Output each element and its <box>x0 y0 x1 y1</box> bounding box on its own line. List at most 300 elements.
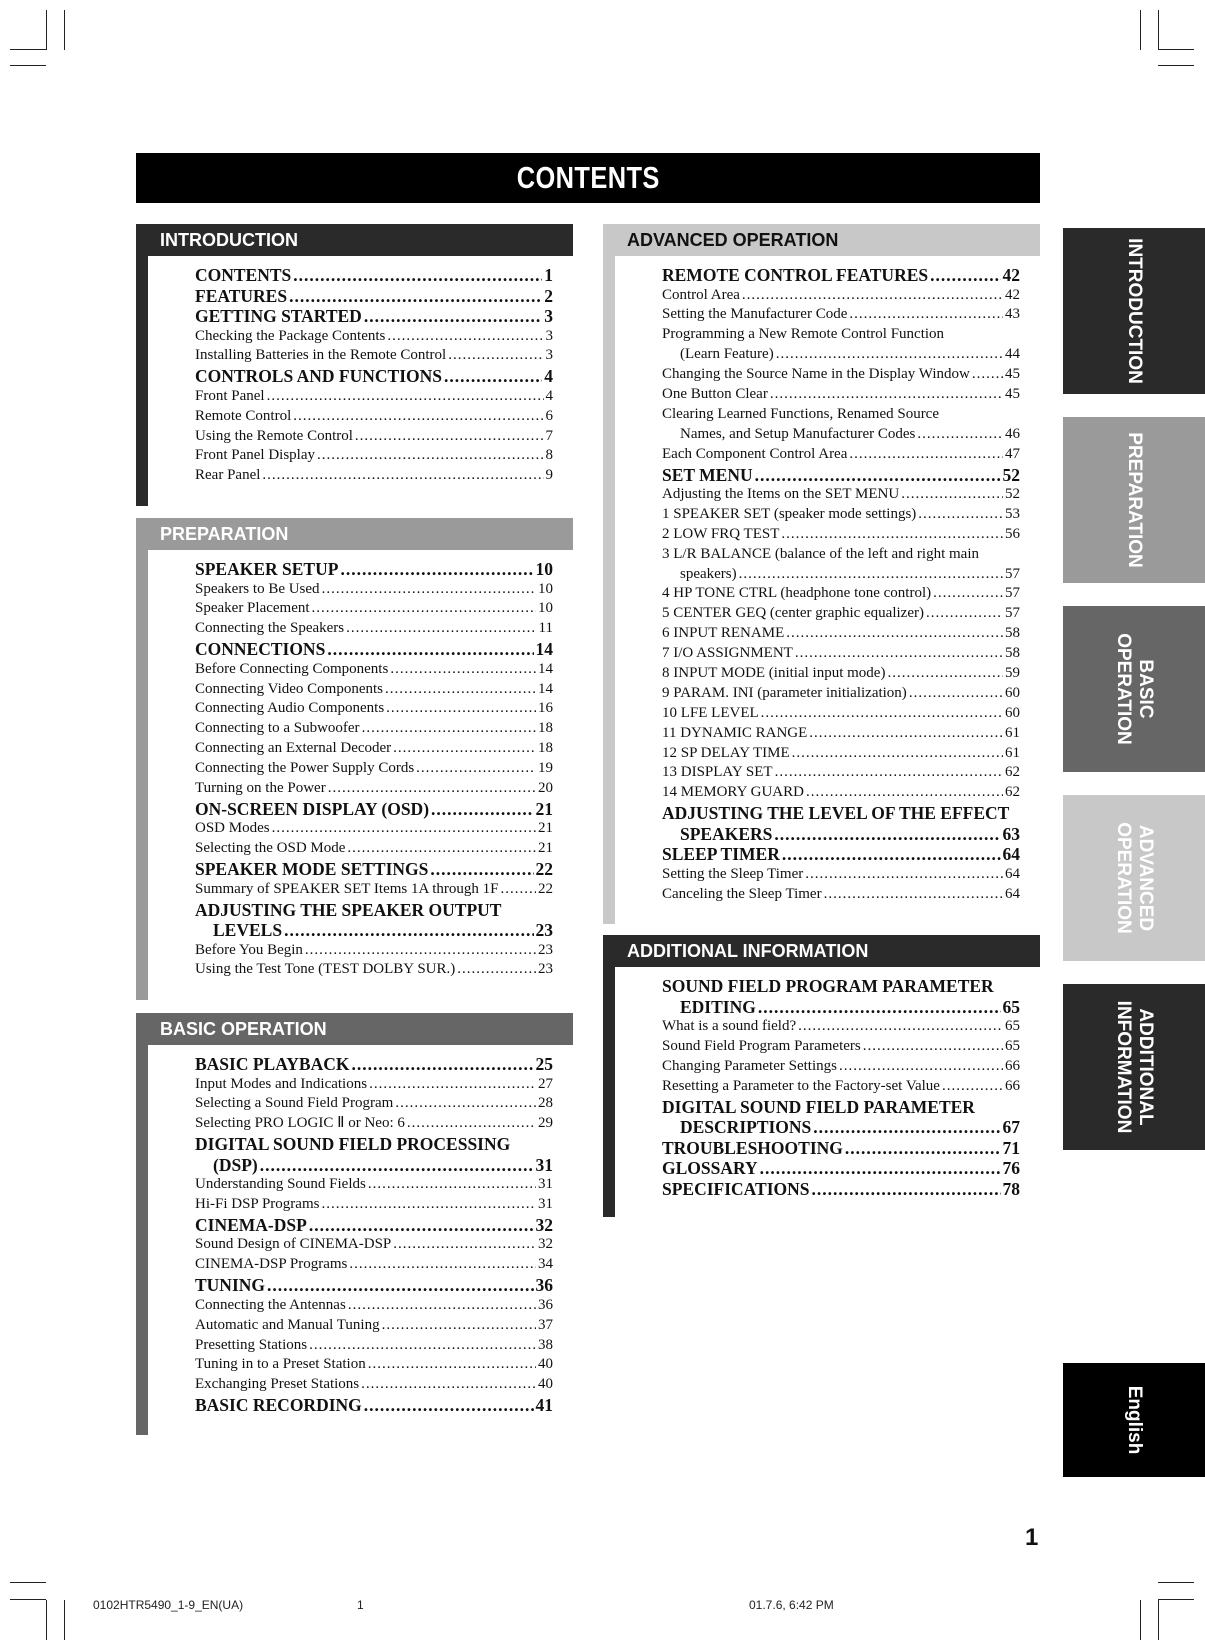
toc-entry[interactable] <box>195 306 553 327</box>
toc-entry-page: 61 <box>1005 724 1020 741</box>
toc-list-basic-operation <box>195 1054 553 1416</box>
toc-entry-page: 36 <box>535 1275 553 1296</box>
toc-entry-label: 10 LFE LEVEL <box>662 704 759 721</box>
toc-leader-dots <box>364 306 542 327</box>
toc-entry[interactable] <box>662 1097 1020 1118</box>
footer-page: 1 <box>357 1598 364 1612</box>
toc-entry-page: 60 <box>1005 704 1020 721</box>
page-number: 1 <box>1025 1524 1039 1551</box>
toc-entry[interactable] <box>195 680 553 700</box>
toc-entry-label: GLOSSARY <box>662 1158 758 1179</box>
toc-entry[interactable] <box>195 346 553 366</box>
section-sidebar <box>603 256 615 924</box>
toc-entry-label: Changing the Source Name in the Display Window <box>662 366 970 383</box>
section-title: ADVANCED OPERATION <box>627 230 839 250</box>
toc-entry-label: Canceling the Sleep Timer <box>662 885 822 902</box>
toc-entry-page: 65 <box>1002 996 1020 1017</box>
toc-entry[interactable] <box>662 1179 1020 1200</box>
toc-entry[interactable] <box>662 465 1020 486</box>
toc-entry[interactable] <box>195 580 553 600</box>
toc-entry-label: GETTING STARTED <box>195 306 362 326</box>
toc-entry-page: 4 <box>544 366 553 387</box>
toc-list-additional-information <box>662 976 1020 1199</box>
toc-entry[interactable] <box>195 859 553 880</box>
toc-entry[interactable] <box>662 1037 1020 1057</box>
toc-entry-label: DIGITAL SOUND FIELD PARAMETER <box>662 1096 975 1117</box>
toc-entry[interactable] <box>195 900 553 921</box>
toc-entry-page: 53 <box>1005 505 1020 522</box>
toc-entry-page: 27 <box>538 1075 553 1092</box>
toc-entry[interactable] <box>195 619 553 639</box>
toc-leader-dots <box>806 783 1003 803</box>
toc-entry[interactable] <box>195 599 553 619</box>
toc-entry-label: Turning on the Power <box>195 780 326 797</box>
toc-entry[interactable] <box>662 565 1020 585</box>
toc-entry-label: Connecting the Antennas <box>195 1296 346 1313</box>
toc-leader-dots <box>340 559 533 580</box>
toc-entry[interactable] <box>662 525 1020 545</box>
toc-entry-label: EDITING <box>680 996 756 1017</box>
toc-entry[interactable] <box>195 466 553 486</box>
toc-leader-dots <box>355 427 544 447</box>
toc-entry-page: 23 <box>538 961 553 978</box>
toc-entry[interactable] <box>662 644 1020 664</box>
toc-entry-label: Connecting Audio Components <box>195 700 385 717</box>
toc-leader-dots <box>758 997 1001 1018</box>
toc-leader-dots <box>448 346 543 366</box>
toc-entry[interactable] <box>195 1275 553 1296</box>
toc-leader-dots <box>782 844 1001 865</box>
toc-entry[interactable] <box>195 1094 553 1114</box>
toc-entry-page: 19 <box>538 760 553 777</box>
toc-entry[interactable] <box>195 1054 553 1075</box>
toc-entry-label: Speaker Placement <box>195 600 310 617</box>
toc-entry[interactable] <box>195 1375 553 1395</box>
toc-leader-dots <box>444 366 542 387</box>
toc-leader-dots <box>293 265 542 286</box>
side-tab-label: INFORMATION <box>1113 1000 1134 1134</box>
footer-filename: 0102HTR5490_1-9_EN(UA) <box>93 1598 244 1612</box>
toc-leader-dots <box>776 345 1003 365</box>
toc-entry[interactable] <box>195 819 553 839</box>
toc-entry[interactable] <box>195 1355 553 1375</box>
toc-entry-label: Clearing Learned Functions, Renamed Source <box>662 405 940 422</box>
toc-leader-dots <box>309 1336 536 1356</box>
toc-entry-label: DIGITAL SOUND FIELD PROCESSING <box>195 1134 511 1155</box>
toc-list-introduction <box>195 265 553 486</box>
toc-entry-page: 58 <box>1005 645 1020 662</box>
toc-entry[interactable] <box>195 1215 553 1236</box>
toc-entry-page: 22 <box>538 880 553 897</box>
toc-leader-dots <box>933 584 1003 604</box>
toc-list-advanced-operation <box>662 265 1020 905</box>
toc-entry-page: 56 <box>1005 525 1020 542</box>
toc-entry-page: 64 <box>1005 865 1020 882</box>
side-tab-label: English <box>1124 1385 1145 1455</box>
toc-entry-label: Input Modes and Indications <box>195 1075 368 1092</box>
toc-entry[interactable] <box>195 739 553 759</box>
toc-leader-dots <box>309 1215 534 1236</box>
toc-entry[interactable] <box>195 799 553 820</box>
toc-entry-page: 71 <box>1002 1137 1020 1158</box>
toc-entry-label: 9 PARAM. INI (parameter initialization) <box>662 684 907 701</box>
toc-entry[interactable] <box>662 1117 1020 1138</box>
toc-entry[interactable] <box>662 624 1020 644</box>
toc-entry[interactable] <box>662 824 1020 845</box>
toc-leader-dots <box>395 1094 536 1114</box>
toc-entry[interactable] <box>662 405 1020 425</box>
toc-entry-label: 3 L/R BALANCE (balance of the left and right main <box>662 545 979 562</box>
toc-entry[interactable] <box>662 1138 1020 1159</box>
toc-leader-dots <box>272 819 536 839</box>
toc-leader-dots <box>305 941 536 961</box>
toc-entry[interactable] <box>662 445 1020 465</box>
toc-entry[interactable] <box>195 719 553 739</box>
toc-entry-label: SPEAKERS <box>680 823 773 844</box>
toc-leader-dots <box>267 1275 533 1296</box>
section-header-preparation <box>136 518 573 550</box>
toc-leader-dots <box>386 699 536 719</box>
toc-entry-label: Automatic and Manual Tuning <box>195 1316 380 1333</box>
toc-entry[interactable] <box>662 684 1020 704</box>
toc-entry-page: 18 <box>538 720 553 737</box>
toc-entry[interactable] <box>195 1155 553 1176</box>
toc-entry[interactable] <box>195 327 553 347</box>
toc-entry-label: Resetting a Parameter to the Factory-set Value <box>662 1077 940 1094</box>
toc-entry-label: BASIC PLAYBACK <box>195 1054 350 1074</box>
toc-entry[interactable] <box>662 844 1020 865</box>
toc-entry-page: 66 <box>1005 1057 1020 1074</box>
toc-entry-label: Before Connecting Components <box>195 660 389 677</box>
toc-entry[interactable] <box>662 385 1020 405</box>
side-tab-basic-operation[interactable] <box>1063 606 1205 772</box>
toc-entry-label: Adjusting the Items on the SET MENU <box>662 486 900 503</box>
toc-entry-page: 21 <box>535 798 553 819</box>
toc-entry-page: 64 <box>1005 885 1020 902</box>
toc-leader-dots <box>321 1195 536 1215</box>
toc-entry[interactable] <box>662 664 1020 684</box>
toc-entry[interactable] <box>662 345 1020 365</box>
toc-entry-page: 31 <box>538 1196 553 1213</box>
toc-entry-label: Connecting an External Decoder <box>195 740 392 757</box>
toc-entry-label: Sound Field Program Parameters <box>662 1037 861 1054</box>
toc-leader-dots <box>387 327 543 347</box>
crop-mark <box>1158 1582 1194 1583</box>
toc-entry[interactable] <box>195 1195 553 1215</box>
toc-entry-page: 42 <box>1002 265 1020 285</box>
toc-entry-label: Presetting Stations <box>195 1336 308 1353</box>
toc-leader-dots <box>260 1155 534 1176</box>
toc-entry[interactable] <box>662 744 1020 764</box>
toc-entry-label: Selecting a Sound Field Program <box>195 1095 394 1112</box>
toc-entry-page: 63 <box>1002 823 1020 844</box>
toc-entry-label: 7 I/O ASSIGNMENT <box>662 645 793 662</box>
toc-entry-label: Front Panel <box>195 387 265 404</box>
toc-entry-page: 57 <box>1005 605 1020 622</box>
toc-leader-dots <box>849 445 1003 465</box>
toc-entry[interactable] <box>662 365 1020 385</box>
toc-entry-label: 14 MEMORY GUARD <box>662 784 804 801</box>
side-tab-additional-information[interactable] <box>1063 984 1205 1150</box>
toc-entry-label: LEVELS <box>213 920 283 941</box>
toc-entry[interactable] <box>195 639 553 660</box>
toc-entry[interactable] <box>662 1077 1020 1097</box>
toc-entry-page: 67 <box>1002 1117 1020 1138</box>
toc-entry[interactable] <box>195 1175 553 1195</box>
page-title-bar <box>136 153 1040 203</box>
toc-entry[interactable] <box>195 839 553 859</box>
toc-leader-dots <box>770 385 1003 405</box>
side-tab-label: OPERATION <box>1113 822 1134 934</box>
toc-entry-label: CONTENTS <box>195 265 292 285</box>
toc-entry[interactable] <box>195 759 553 779</box>
toc-entry-label: Setting the Sleep Timer <box>662 865 804 882</box>
toc-entry[interactable] <box>195 1296 553 1316</box>
toc-leader-dots <box>805 865 1003 885</box>
side-tab-advanced-operation[interactable] <box>1063 795 1205 961</box>
toc-entry-label: SPECIFICATIONS <box>662 1178 810 1199</box>
toc-entry-label: CONNECTIONS <box>195 639 326 660</box>
toc-leader-dots <box>972 365 1003 385</box>
toc-leader-dots <box>742 286 1003 306</box>
toc-entry-page: 4 <box>545 387 553 404</box>
toc-entry-label: OSD Modes <box>195 820 270 837</box>
toc-entry-page: 23 <box>535 920 553 941</box>
section-sidebar <box>136 550 148 1000</box>
toc-entry-label: SOUND FIELD PROGRAM PARAMETER <box>662 976 994 996</box>
toc-entry-label: FEATURES <box>195 285 288 306</box>
toc-entry-page: 62 <box>1005 784 1020 801</box>
crop-mark <box>1158 1600 1159 1640</box>
section-title: ADDITIONAL INFORMATION <box>627 941 869 961</box>
toc-entry[interactable] <box>195 660 553 680</box>
toc-entry-label: 2 LOW FRQ TEST <box>662 525 780 542</box>
toc-entry-label: 8 INPUT MODE (initial input mode) <box>662 665 886 682</box>
toc-entry-page: 42 <box>1005 286 1020 303</box>
toc-entry-label: (DSP) <box>213 1154 258 1175</box>
toc-leader-dots <box>798 1017 1003 1037</box>
toc-entry-page: 25 <box>535 1054 553 1074</box>
toc-leader-dots <box>382 1316 536 1336</box>
toc-entry-label: Connecting the Speakers <box>195 620 345 637</box>
toc-entry[interactable] <box>195 1075 553 1095</box>
toc-entry[interactable] <box>195 880 553 900</box>
toc-entry-page: 14 <box>538 680 553 697</box>
toc-leader-dots <box>416 759 536 779</box>
toc-entry[interactable] <box>195 427 553 447</box>
toc-leader-dots <box>431 799 533 820</box>
toc-leader-dots <box>322 580 536 600</box>
toc-entry[interactable] <box>662 1017 1020 1037</box>
toc-entry[interactable] <box>195 699 553 719</box>
crop-mark <box>1158 1599 1194 1600</box>
toc-entry-page: 64 <box>1002 844 1020 865</box>
toc-entry[interactable] <box>195 1235 553 1255</box>
toc-entry[interactable] <box>195 1316 553 1336</box>
side-tab-label: INTRODUCTION <box>1124 238 1145 384</box>
toc-entry-page: 46 <box>1005 425 1020 442</box>
toc-entry-page: 36 <box>538 1296 553 1313</box>
toc-entry[interactable] <box>195 407 553 427</box>
toc-entry[interactable] <box>195 941 553 961</box>
toc-entry-label: Using the Test Tone (TEST DOLBY SUR.) <box>195 961 456 978</box>
toc-entry[interactable] <box>662 865 1020 885</box>
toc-entry-label: REMOTE CONTROL FEATURES <box>662 265 929 285</box>
toc-entry-label: What is a sound field? <box>662 1018 797 1034</box>
toc-entry-page: 9 <box>545 467 553 484</box>
toc-entry-label: Remote Control <box>195 407 292 424</box>
side-tab-label: OPERATION <box>1113 633 1134 745</box>
toc-entry[interactable] <box>662 976 1020 997</box>
crop-mark <box>10 1599 46 1600</box>
toc-entry[interactable] <box>662 286 1020 306</box>
toc-leader-dots <box>369 1075 536 1095</box>
toc-entry[interactable] <box>662 604 1020 624</box>
crop-mark <box>10 1582 46 1583</box>
toc-entry[interactable] <box>662 545 1020 565</box>
toc-leader-dots <box>917 425 1003 445</box>
toc-entry[interactable] <box>662 885 1020 905</box>
toc-entry-page: 14 <box>538 660 553 677</box>
toc-entry-label: 12 SP DELAY TIME <box>662 744 790 761</box>
toc-entry-page: 52 <box>1005 486 1020 503</box>
section-header-introduction <box>136 224 573 256</box>
toc-entry-page: 45 <box>1005 366 1020 383</box>
toc-entry-page: 34 <box>538 1256 553 1273</box>
toc-entry-page: 43 <box>1005 306 1020 323</box>
side-tab-introduction[interactable] <box>1063 228 1205 394</box>
toc-entry[interactable] <box>662 425 1020 445</box>
toc-leader-dots <box>942 1077 1003 1097</box>
toc-entry[interactable] <box>195 446 553 466</box>
toc-entry[interactable] <box>662 763 1020 783</box>
toc-entry-page: 29 <box>538 1115 553 1132</box>
toc-entry-page: 59 <box>1005 665 1020 682</box>
toc-entry[interactable] <box>662 803 1020 824</box>
section-title: PREPARATION <box>160 524 289 544</box>
section-header-advanced-operation <box>603 224 1040 256</box>
toc-entry[interactable] <box>662 265 1020 286</box>
toc-entry-page: 18 <box>538 740 553 757</box>
toc-entry[interactable] <box>662 305 1020 325</box>
toc-leader-dots <box>351 1054 533 1075</box>
toc-entry-label: ON-SCREEN DISPLAY (OSD) <box>195 798 430 819</box>
toc-leader-dots <box>346 619 536 639</box>
toc-entry[interactable] <box>195 1114 553 1134</box>
toc-leader-dots <box>792 744 1003 764</box>
toc-entry-page: 32 <box>538 1236 553 1253</box>
toc-leader-dots <box>755 465 1001 486</box>
toc-entry-page: 23 <box>538 941 553 958</box>
toc-leader-dots <box>813 1117 1000 1138</box>
toc-entry[interactable] <box>195 387 553 407</box>
toc-entry-label: Control Area <box>662 286 740 303</box>
toc-leader-dots <box>501 880 537 900</box>
toc-entry-page: 2 <box>544 285 553 306</box>
toc-entry-page: 21 <box>538 820 553 837</box>
toc-entry[interactable] <box>195 286 553 307</box>
toc-leader-dots <box>284 920 533 941</box>
toc-entry[interactable] <box>195 960 553 980</box>
toc-entry[interactable] <box>662 783 1020 803</box>
section-header-additional-information <box>603 935 1040 967</box>
toc-entry-label: ADJUSTING THE SPEAKER OUTPUT <box>195 899 502 920</box>
toc-entry[interactable] <box>195 920 553 941</box>
toc-entry-label: SLEEP TIMER <box>662 844 780 865</box>
toc-entry-label: Tuning in to a Preset Station <box>195 1356 366 1373</box>
toc-leader-dots <box>407 1114 536 1134</box>
toc-entry[interactable] <box>662 584 1020 604</box>
toc-leader-dots <box>812 1179 1001 1200</box>
toc-entry[interactable] <box>195 1134 553 1155</box>
toc-entry[interactable] <box>195 779 553 799</box>
section-sidebar <box>136 256 148 506</box>
toc-entry-page: 41 <box>535 1395 553 1416</box>
toc-entry[interactable] <box>662 505 1020 525</box>
toc-leader-dots <box>774 824 1000 845</box>
toc-entry[interactable] <box>195 1395 553 1416</box>
toc-entry-label: 11 DYNAMIC RANGE <box>662 724 808 741</box>
side-tab-preparation[interactable] <box>1063 417 1205 583</box>
toc-leader-dots <box>349 1255 536 1275</box>
side-tab-english[interactable] <box>1063 1363 1205 1477</box>
crop-mark <box>1158 10 1159 50</box>
toc-entry-label: 13 DISPLAY SET <box>662 764 773 781</box>
toc-entry[interactable] <box>662 997 1020 1018</box>
toc-list-preparation <box>195 559 553 980</box>
toc-leader-dots <box>795 644 1003 664</box>
toc-leader-dots <box>863 1037 1003 1057</box>
toc-entry-page: 76 <box>1002 1158 1020 1179</box>
toc-leader-dots <box>909 684 1003 704</box>
toc-entry[interactable] <box>662 704 1020 724</box>
crop-mark <box>1158 49 1194 50</box>
toc-entry-label: Connecting the Power Supply Cords <box>195 760 415 777</box>
toc-leader-dots <box>845 1138 1001 1159</box>
toc-entry[interactable] <box>195 366 553 387</box>
toc-entry-label: Rear Panel <box>195 467 261 484</box>
toc-entry-page: 7 <box>545 427 553 444</box>
toc-entry-label: BASIC RECORDING <box>195 1395 362 1416</box>
toc-entry[interactable] <box>662 1057 1020 1077</box>
toc-leader-dots <box>267 387 544 407</box>
toc-entry[interactable] <box>195 265 553 286</box>
toc-entry-page: 32 <box>535 1214 553 1235</box>
crop-mark <box>1158 65 1194 66</box>
toc-entry[interactable] <box>662 485 1020 505</box>
toc-leader-dots <box>849 305 1003 325</box>
toc-entry[interactable] <box>195 559 553 580</box>
crop-mark <box>46 1600 47 1640</box>
toc-entry-label: CINEMA-DSP <box>195 1214 307 1235</box>
toc-leader-dots <box>739 565 1003 585</box>
toc-entry[interactable] <box>662 724 1020 744</box>
toc-leader-dots <box>347 839 536 859</box>
toc-entry-label: Selecting the OSD Mode <box>195 840 346 857</box>
toc-entry-page: 60 <box>1005 684 1020 701</box>
toc-entry[interactable] <box>662 1158 1020 1179</box>
toc-entry-page: 66 <box>1005 1077 1020 1094</box>
toc-entry-label: Understanding Sound Fields <box>195 1176 366 1193</box>
toc-entry[interactable] <box>195 1336 553 1356</box>
toc-entry-page: 58 <box>1005 625 1020 642</box>
toc-leader-dots <box>824 885 1003 905</box>
toc-leader-dots <box>368 1175 536 1195</box>
toc-entry-page: 8 <box>545 447 553 464</box>
toc-entry[interactable] <box>662 325 1020 345</box>
toc-entry-page: 10 <box>538 580 553 597</box>
toc-entry[interactable] <box>195 1255 553 1275</box>
